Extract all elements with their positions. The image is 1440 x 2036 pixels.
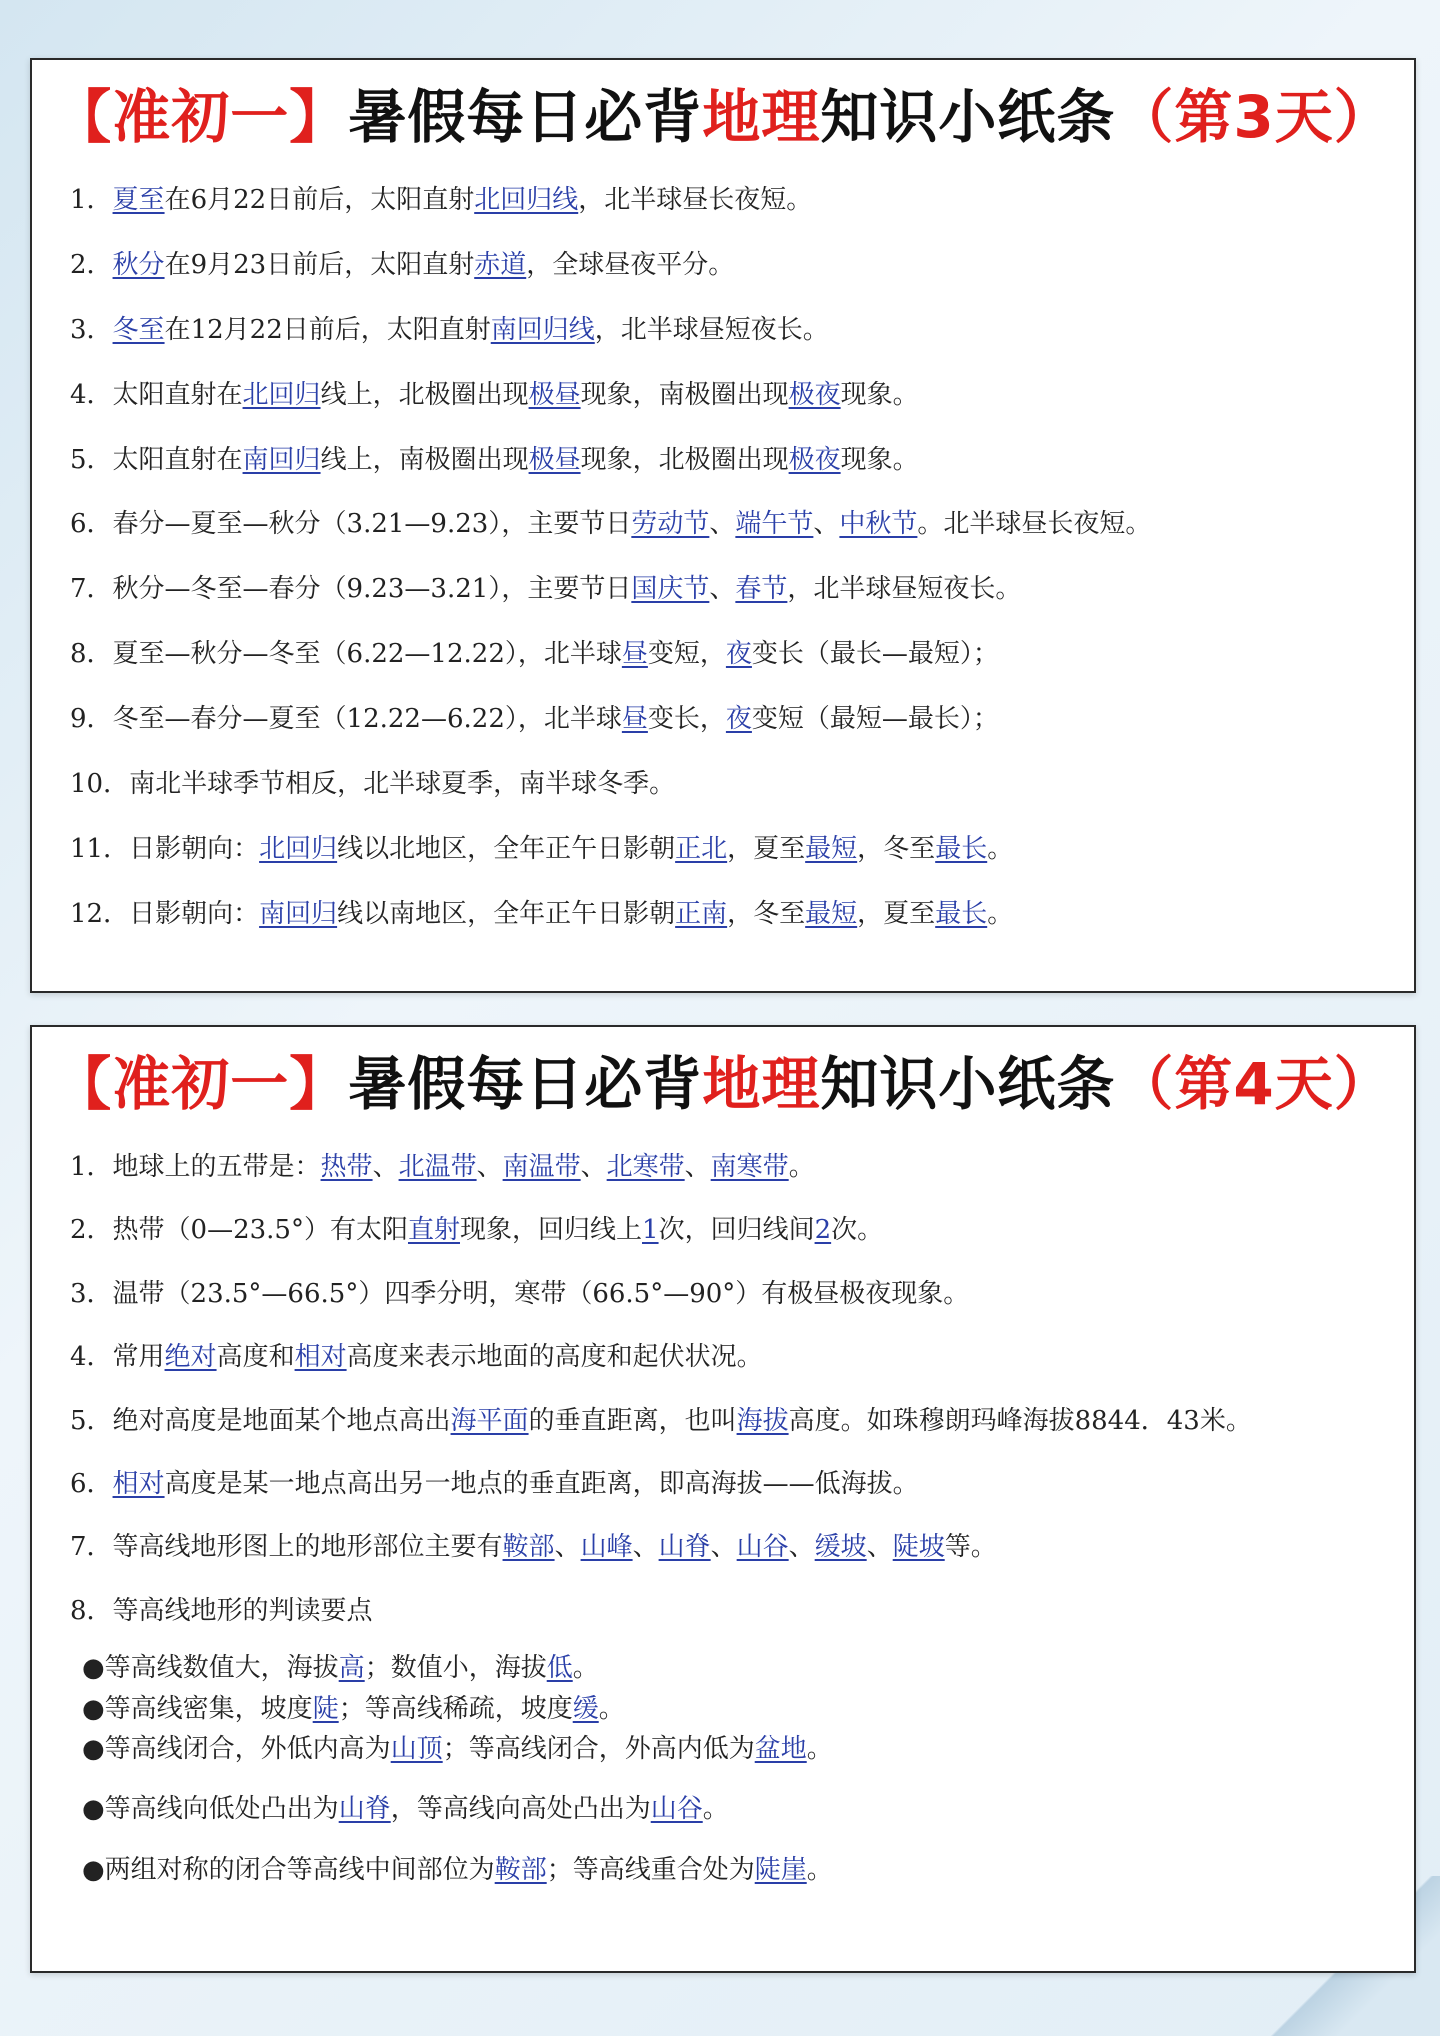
keyword: 最长 [935, 833, 988, 864]
text-segment: 6．春分—夏至—秋分（3.21—9.23），主要节日 [70, 509, 632, 540]
text-segment: 。 [598, 1693, 625, 1724]
keyword: 相对 [294, 1342, 347, 1373]
keyword: 正南 [675, 898, 728, 929]
fact-item [70, 1403, 1414, 1439]
keyword: 最长 [935, 898, 988, 929]
text-segment: 。 [806, 1733, 833, 1764]
fact-item [70, 1212, 1414, 1248]
text-segment: 现象。 [840, 444, 919, 475]
keyword: 相对 [112, 1468, 165, 1499]
text-segment: 、 [710, 1532, 737, 1563]
keyword: 盆地 [754, 1733, 807, 1764]
text-segment: 3． [70, 314, 113, 345]
keyword: 海拔 [736, 1405, 789, 1436]
keyword: 山谷 [736, 1532, 789, 1563]
keyword: 直射 [407, 1215, 460, 1246]
text-segment: ，冬至 [727, 898, 806, 929]
text-segment: 变短（最短—最长）； [751, 704, 999, 735]
text-segment: 、 [788, 1532, 815, 1563]
text-segment: 次。 [831, 1215, 884, 1246]
keyword: 南回归线 [490, 314, 595, 345]
text-segment: 变短， [647, 639, 726, 670]
fact-item [70, 442, 1414, 478]
keyword: 劳动节 [631, 509, 710, 540]
text-segment: ，全球昼夜平分。 [526, 249, 735, 280]
text-segment: 5．绝对高度是地面某个地点高出 [70, 1405, 451, 1436]
text-segment: 2． [70, 249, 113, 280]
keyword: 国庆节 [631, 574, 710, 605]
keyword: 鞍部 [494, 1854, 547, 1885]
text-segment: 。 [987, 898, 1014, 929]
text-segment: ，等高线向高处凸出为 [390, 1794, 651, 1825]
keyword: 海平面 [450, 1405, 529, 1436]
text-segment: 8．夏至—秋分—冬至（6.22—12.22），北半球 [70, 639, 622, 670]
keyword: 极夜 [788, 379, 841, 410]
keyword: 山峰 [580, 1532, 633, 1563]
text-segment: 线上，北极圈出现 [320, 379, 529, 410]
text-segment: ●等高线向低处凸出为 [82, 1794, 339, 1825]
fact-item [70, 896, 1414, 932]
keyword: 北温带 [398, 1152, 477, 1182]
text-segment: 。 [788, 1152, 815, 1182]
keyword: 缓 [572, 1693, 599, 1724]
fact-item [70, 247, 1414, 283]
text-segment: 11．日影朝向： [70, 833, 260, 864]
keyword: 鞍部 [502, 1532, 555, 1563]
text-segment: 高度来表示地面的高度和起伏状况。 [346, 1342, 763, 1373]
fact-item [70, 182, 1414, 218]
text-segment: 现象，南极圈出现 [580, 379, 789, 410]
bullet-item [82, 1691, 1414, 1727]
keyword: 南寒带 [710, 1152, 789, 1182]
text-segment: ，北半球昼长夜短。 [578, 185, 813, 215]
text-segment: ；等高线重合处为 [546, 1854, 755, 1885]
text-segment: 、 [632, 1532, 659, 1563]
fact-item [70, 377, 1414, 413]
fact-item [70, 831, 1414, 867]
keyword: 山脊 [338, 1794, 391, 1825]
keyword: 夏至 [112, 185, 165, 215]
keyword: 山脊 [658, 1532, 711, 1563]
keyword: 端午节 [735, 509, 814, 540]
text-segment: 、 [866, 1532, 893, 1563]
text-segment: 1． [70, 185, 113, 215]
title-bracket: 【准初一】 [53, 83, 349, 151]
text-segment: ●两组对称的闭合等高线中间部位为 [82, 1854, 495, 1885]
text-segment: ；数值小，海拔 [364, 1653, 547, 1684]
fact-item [70, 571, 1414, 607]
fact-item [70, 1339, 1414, 1375]
keyword: 北回归线 [474, 185, 579, 215]
text-segment: 线以南地区，全年正午日影朝 [337, 898, 676, 929]
fact-item [70, 1593, 1414, 1629]
card-title [32, 83, 1414, 151]
text-segment: 9．冬至—春分—夏至（12.22—6.22），北半球 [70, 704, 622, 735]
note-card-day4 [30, 1025, 1416, 1973]
keyword: 2 [814, 1215, 832, 1246]
keyword: 缓坡 [814, 1532, 867, 1563]
fact-item [70, 636, 1414, 672]
text-segment: 高度。如珠穆朗玛峰海拔8844．43米。 [788, 1405, 1252, 1436]
fact-list [32, 182, 1414, 932]
bullet-item [82, 1852, 1414, 1888]
text-segment: 线以北地区，全年正午日影朝 [337, 833, 676, 864]
fact-item [70, 312, 1414, 348]
keyword: 最短 [805, 833, 858, 864]
text-segment: 、 [813, 509, 840, 540]
text-segment: 现象，回归线上 [460, 1215, 643, 1246]
bullet-item [82, 1650, 1414, 1686]
text-segment: 3．温带（23.5°—66.5°）四季分明，寒带（66.5°—90°）有极昼极夜现象。 [70, 1278, 970, 1309]
fact-item [70, 506, 1414, 542]
keyword: 山顶 [390, 1733, 443, 1764]
text-segment: 变长， [647, 704, 726, 735]
title-part1: 暑假每日必背 [348, 1050, 703, 1118]
text-segment: 、 [580, 1152, 607, 1182]
text-segment: 现象，北极圈出现 [580, 444, 789, 475]
note-card-day3 [30, 58, 1416, 993]
keyword: 最短 [805, 898, 858, 929]
text-segment: 。北半球昼长夜短。 [917, 509, 1152, 540]
text-segment: 6． [70, 1468, 113, 1499]
keyword: 北寒带 [606, 1152, 685, 1182]
text-segment: 。 [572, 1653, 599, 1684]
title-highlight: 地理 [702, 83, 821, 151]
text-segment: 变长（最长—最短）； [751, 639, 999, 670]
text-segment: ，冬至 [857, 833, 936, 864]
keyword: 高 [338, 1653, 365, 1684]
bullet-item [82, 1791, 1414, 1827]
text-segment: ，北半球昼短夜长。 [594, 314, 829, 345]
fact-item [70, 1276, 1414, 1312]
keyword: 热带 [320, 1152, 373, 1182]
keyword: 山谷 [650, 1794, 703, 1825]
keyword: 极昼 [528, 444, 581, 475]
text-segment: 。 [702, 1794, 729, 1825]
text-segment: 、 [554, 1532, 581, 1563]
keyword: 南回归 [242, 444, 321, 475]
title-part1: 暑假每日必背 [348, 83, 703, 151]
keyword: 极昼 [528, 379, 581, 410]
bullet-list [32, 1650, 1414, 1888]
title-day: （第4天） [1115, 1050, 1393, 1118]
fact-list [32, 1149, 1414, 1629]
text-segment: 、 [709, 574, 736, 605]
keyword: 夜 [725, 639, 752, 670]
title-highlight: 地理 [702, 1050, 821, 1118]
text-segment: 在9月23日前后，太阳直射 [164, 249, 475, 280]
keyword: 冬至 [112, 314, 165, 345]
text-segment: 7．秋分—冬至—春分（9.23—3.21），主要节日 [70, 574, 632, 605]
keyword: 绝对 [164, 1342, 217, 1373]
text-segment: ，夏至 [857, 898, 936, 929]
text-segment: 高度和 [216, 1342, 295, 1373]
fact-item [70, 1149, 1414, 1185]
text-segment: 、 [476, 1152, 503, 1182]
keyword: 赤道 [474, 249, 527, 280]
text-segment: 、 [709, 509, 736, 540]
keyword: 春节 [735, 574, 788, 605]
keyword: 陡坡 [892, 1532, 945, 1563]
text-segment: 现象。 [840, 379, 919, 410]
keyword: 陡崖 [754, 1854, 807, 1885]
keyword: 中秋节 [839, 509, 918, 540]
text-segment: ●等高线数值大，海拔 [82, 1653, 339, 1684]
text-segment: 5．太阳直射在 [70, 444, 243, 475]
keyword: 正北 [675, 833, 728, 864]
keyword: 夜 [725, 704, 752, 735]
text-segment: 在12月22日前后，太阳直射 [164, 314, 491, 345]
text-segment: ●等高线闭合，外低内高为 [82, 1733, 391, 1764]
text-segment: ；等高线稀疏，坡度 [338, 1693, 573, 1724]
title-part2: 知识小纸条 [820, 83, 1116, 151]
keyword: 秋分 [112, 249, 165, 280]
text-segment: 次，回归线间 [658, 1215, 815, 1246]
text-segment: ，夏至 [727, 833, 806, 864]
fact-item [70, 701, 1414, 737]
card-title [32, 1050, 1414, 1118]
text-segment: 、 [372, 1152, 399, 1182]
fact-item [70, 1466, 1414, 1502]
text-segment: 线上，南极圈出现 [320, 444, 529, 475]
text-segment: 。 [987, 833, 1014, 864]
text-segment: 7．等高线地形图上的地形部位主要有 [70, 1532, 503, 1563]
keyword: 北回归 [259, 833, 338, 864]
text-segment: 4．太阳直射在 [70, 379, 243, 410]
keyword: 北回归 [242, 379, 321, 410]
title-bracket: 【准初一】 [53, 1050, 349, 1118]
keyword: 极夜 [788, 444, 841, 475]
text-segment: 等。 [944, 1532, 997, 1563]
keyword: 南温带 [502, 1152, 581, 1182]
text-segment: ；等高线闭合，外高内低为 [442, 1733, 755, 1764]
text-segment: 在6月22日前后，太阳直射 [164, 185, 475, 215]
text-segment: 的垂直距离，也叫 [528, 1405, 737, 1436]
text-segment: ，北半球昼短夜长。 [787, 574, 1022, 605]
keyword: 低 [546, 1653, 573, 1684]
text-segment: 8．等高线地形的判读要点 [70, 1595, 373, 1626]
text-segment: 10．南北半球季节相反，北半球夏季，南半球冬季。 [70, 769, 676, 800]
keyword: 昼 [621, 704, 648, 735]
text-segment: 1．地球上的五带是： [70, 1152, 321, 1182]
keyword: 1 [642, 1215, 659, 1246]
text-segment: 高度是某一地点高出另一地点的垂直距离，即高海拔——低海拔。 [164, 1468, 919, 1499]
text-segment: 12．日影朝向： [70, 898, 260, 929]
fact-item [70, 766, 1414, 802]
text-segment: 2．热带（0—23.5°）有太阳 [70, 1215, 408, 1246]
bullet-item [82, 1731, 1414, 1767]
fact-item [70, 1529, 1414, 1565]
keyword: 南回归 [259, 898, 338, 929]
text-segment: 、 [684, 1152, 711, 1182]
text-segment: 。 [806, 1854, 833, 1885]
keyword: 昼 [621, 639, 648, 670]
title-day: （第3天） [1115, 83, 1393, 151]
text-segment: 4．常用 [70, 1342, 165, 1373]
title-part2: 知识小纸条 [820, 1050, 1116, 1118]
keyword: 陡 [312, 1693, 339, 1724]
text-segment: ●等高线密集，坡度 [82, 1693, 313, 1724]
